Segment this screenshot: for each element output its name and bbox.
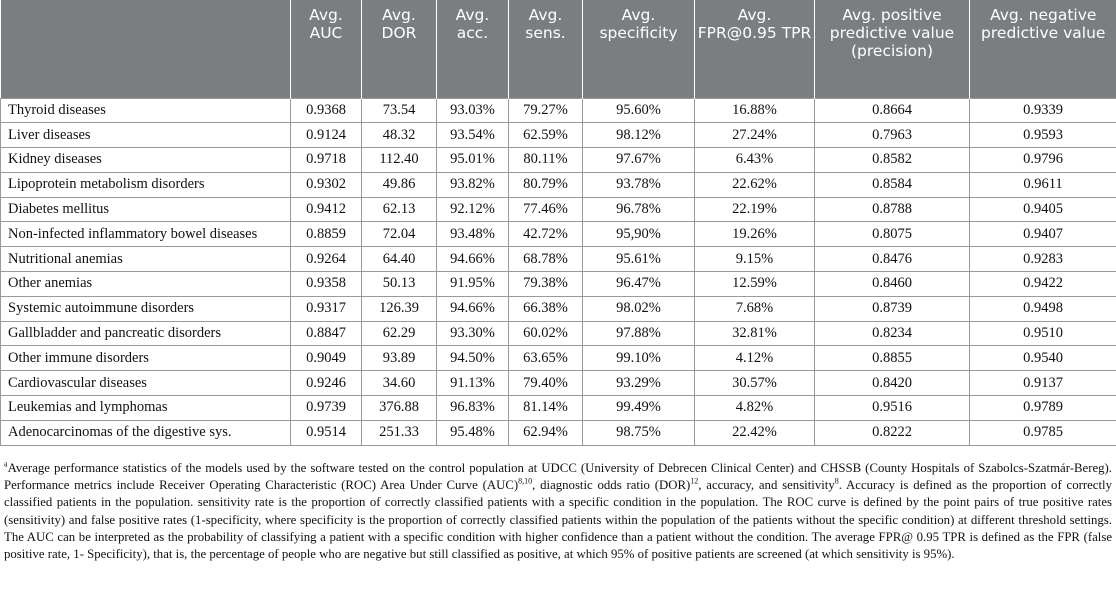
value-cell: 0.8855 [815,346,970,371]
row-label-cell: Systemic autoimmune disorders [1,296,291,321]
value-cell: 0.9246 [291,371,362,396]
value-cell: 95.61% [583,247,695,272]
value-cell: 0.8075 [815,222,970,247]
value-cell: 0.8420 [815,371,970,396]
value-cell: 64.40 [362,247,437,272]
value-cell: 62.29 [362,321,437,346]
value-cell: 0.9405 [970,197,1116,222]
value-cell: 4.82% [695,396,815,421]
value-cell: 93.03% [437,98,509,123]
value-cell: 93.29% [583,371,695,396]
value-cell: 0.8460 [815,272,970,297]
value-cell: 0.8476 [815,247,970,272]
value-cell: 0.8664 [815,98,970,123]
value-cell: 0.9514 [291,420,362,445]
value-cell: 7.68% [695,296,815,321]
header-cell: Avg. AUC [291,0,362,98]
footnote-reference: 12 [690,476,699,486]
value-cell: 22.19% [695,197,815,222]
value-cell: 0.9789 [970,396,1116,421]
value-cell: 126.39 [362,296,437,321]
value-cell: 95.01% [437,148,509,173]
value-cell: 0.9516 [815,396,970,421]
value-cell: 0.9785 [970,420,1116,445]
footnote-reference: 8,10 [518,476,533,486]
table-row [1,123,1116,148]
value-cell: 0.8582 [815,148,970,173]
row-label-cell: Kidney diseases [1,148,291,173]
value-cell: 94.66% [437,296,509,321]
value-cell: 0.8739 [815,296,970,321]
table-row [1,172,1116,197]
value-cell: 6.43% [695,148,815,173]
value-cell: 0.9510 [970,321,1116,346]
value-cell: 0.8222 [815,420,970,445]
table-row [1,346,1116,371]
row-label-cell: Leukemias and lymphomas [1,396,291,421]
value-cell: 19.26% [695,222,815,247]
footnote-text: Average performance statistics of the models used by the software tested on the control population at UDCC (University of Debrecen Clinical Center) and CHSSB (County Hospitals of Szabolcs-Szatmár-Bereg). Performance metrics include Receiver Operating Characteristic (ROC) Area Under Curve (AUC) [4,461,1112,493]
value-cell: 81.14% [509,396,583,421]
row-label-cell: Cardiovascular diseases [1,371,291,396]
footnote-text: , diagnostic odds ratio (DOR) [532,478,691,493]
value-cell: 30.57% [695,371,815,396]
value-cell: 0.9407 [970,222,1116,247]
value-cell: 95.48% [437,420,509,445]
value-cell: 93.48% [437,222,509,247]
value-cell: 34.60 [362,371,437,396]
value-cell: 80.11% [509,148,583,173]
value-cell: 94.50% [437,346,509,371]
value-cell: 0.9796 [970,148,1116,173]
value-cell: 0.7963 [815,123,970,148]
value-cell: 112.40 [362,148,437,173]
value-cell: 79.38% [509,272,583,297]
row-label-cell: Other anemias [1,272,291,297]
value-cell: 62.13 [362,197,437,222]
value-cell: 27.24% [695,123,815,148]
value-cell: 73.54 [362,98,437,123]
table-row [1,148,1116,173]
table-row [1,197,1116,222]
value-cell: 49.86 [362,172,437,197]
value-cell: 79.40% [509,371,583,396]
value-cell: 94.66% [437,247,509,272]
table-row [1,420,1116,445]
value-cell: 93.89 [362,346,437,371]
value-cell: 63.65% [509,346,583,371]
row-label-cell: Non-infected inflammatory bowel diseases [1,222,291,247]
table-body [1,98,1116,445]
value-cell: 93.78% [583,172,695,197]
value-cell: 22.42% [695,420,815,445]
footnote-text: . Accuracy is defined as the proportion of correctly classified patients in the population. sensitivity rate is the proportion of correctly classified patients with a specific condition in the population. The ROC curve is defined by the point pairs of true positive rates (sensitivity) and false positive rates (1-specificity, where specificity is the proportion of correctly classified patients within the population of the patients without the specific condition) at different threshold settings. The AUC can be interpreted as the probability of classifying a patient with a specific condition with higher confidence than a patient without the condition. The average FPR@ 0.95 TPR is defined as the FPR (false positive rate, 1- Specificity), that is, the percentage of people who are negative but still classified as positive, at which 95% of positive patients are screened (at which sensitivity is 95%). [4,478,1112,562]
value-cell: 68.78% [509,247,583,272]
value-cell: 48.32 [362,123,437,148]
value-cell: 4.12% [695,346,815,371]
value-cell: 376.88 [362,396,437,421]
value-cell: 0.8234 [815,321,970,346]
table-footnote [4,460,1112,563]
value-cell: 0.8788 [815,197,970,222]
value-cell: 72.04 [362,222,437,247]
value-cell: 22.62% [695,172,815,197]
value-cell: 98.02% [583,296,695,321]
table-row [1,296,1116,321]
value-cell: 0.9339 [970,98,1116,123]
value-cell: 0.9302 [291,172,362,197]
row-label-cell: Adenocarcinomas of the digestive sys. [1,420,291,445]
value-cell: 97.88% [583,321,695,346]
header-cell: Avg. negative predictive value [970,0,1116,98]
row-label-cell: Diabetes mellitus [1,197,291,222]
header-cell [1,0,291,98]
value-cell: 0.8859 [291,222,362,247]
row-label-cell: Other immune disorders [1,346,291,371]
value-cell: 0.9718 [291,148,362,173]
value-cell: 0.9317 [291,296,362,321]
value-cell: 0.9540 [970,346,1116,371]
value-cell: 0.9264 [291,247,362,272]
header-cell: Avg. DOR [362,0,437,98]
value-cell: 91.95% [437,272,509,297]
footnote-reference: 8 [834,476,839,486]
table-row [1,371,1116,396]
value-cell: 60.02% [509,321,583,346]
value-cell: 96.47% [583,272,695,297]
value-cell: 0.9358 [291,272,362,297]
value-cell: 0.8847 [291,321,362,346]
value-cell: 91.13% [437,371,509,396]
footnote-marker: a [4,459,8,469]
header-row [1,0,1116,98]
header-cell: Avg. positive predictive value (precision) [815,0,970,98]
header-cell: Avg. acc. [437,0,509,98]
value-cell: 0.9422 [970,272,1116,297]
value-cell: 0.9368 [291,98,362,123]
header-cell: Avg. specificity [583,0,695,98]
value-cell: 66.38% [509,296,583,321]
value-cell: 0.9137 [970,371,1116,396]
value-cell: 0.9412 [291,197,362,222]
value-cell: 79.27% [509,98,583,123]
value-cell: 251.33 [362,420,437,445]
value-cell: 62.94% [509,420,583,445]
value-cell: 62.59% [509,123,583,148]
row-label-cell: Nutritional anemias [1,247,291,272]
value-cell: 77.46% [509,197,583,222]
value-cell: 95,90% [583,222,695,247]
value-cell: 9.15% [695,247,815,272]
value-cell: 0.9498 [970,296,1116,321]
row-label-cell: Lipoprotein metabolism disorders [1,172,291,197]
value-cell: 80.79% [509,172,583,197]
row-label-cell: Thyroid diseases [1,98,291,123]
table-row [1,222,1116,247]
table-row [1,396,1116,421]
value-cell: 99.10% [583,346,695,371]
value-cell: 16.88% [695,98,815,123]
value-cell: 32.81% [695,321,815,346]
value-cell: 99.49% [583,396,695,421]
value-cell: 93.54% [437,123,509,148]
value-cell: 50.13 [362,272,437,297]
table-row [1,272,1116,297]
value-cell: 93.30% [437,321,509,346]
table-row [1,247,1116,272]
value-cell: 0.9611 [970,172,1116,197]
value-cell: 98.12% [583,123,695,148]
value-cell: 0.9049 [291,346,362,371]
value-cell: 92.12% [437,197,509,222]
value-cell: 98.75% [583,420,695,445]
value-cell: 0.9283 [970,247,1116,272]
value-cell: 42.72% [509,222,583,247]
header-cell: Avg. FPR@0.95 TPR [695,0,815,98]
value-cell: 97.67% [583,148,695,173]
value-cell: 12.59% [695,272,815,297]
row-label-cell: Gallbladder and pancreatic disorders [1,321,291,346]
value-cell: 0.9124 [291,123,362,148]
value-cell: 0.9739 [291,396,362,421]
table-row [1,321,1116,346]
row-label-cell: Liver diseases [1,123,291,148]
footnote-text: , accuracy, and sensitivity [698,478,835,493]
value-cell: 0.9593 [970,123,1116,148]
value-cell: 96.78% [583,197,695,222]
value-cell: 93.82% [437,172,509,197]
value-cell: 95.60% [583,98,695,123]
value-cell: 96.83% [437,396,509,421]
header-cell: Avg. sens. [509,0,583,98]
value-cell: 0.8584 [815,172,970,197]
table-row [1,98,1116,123]
